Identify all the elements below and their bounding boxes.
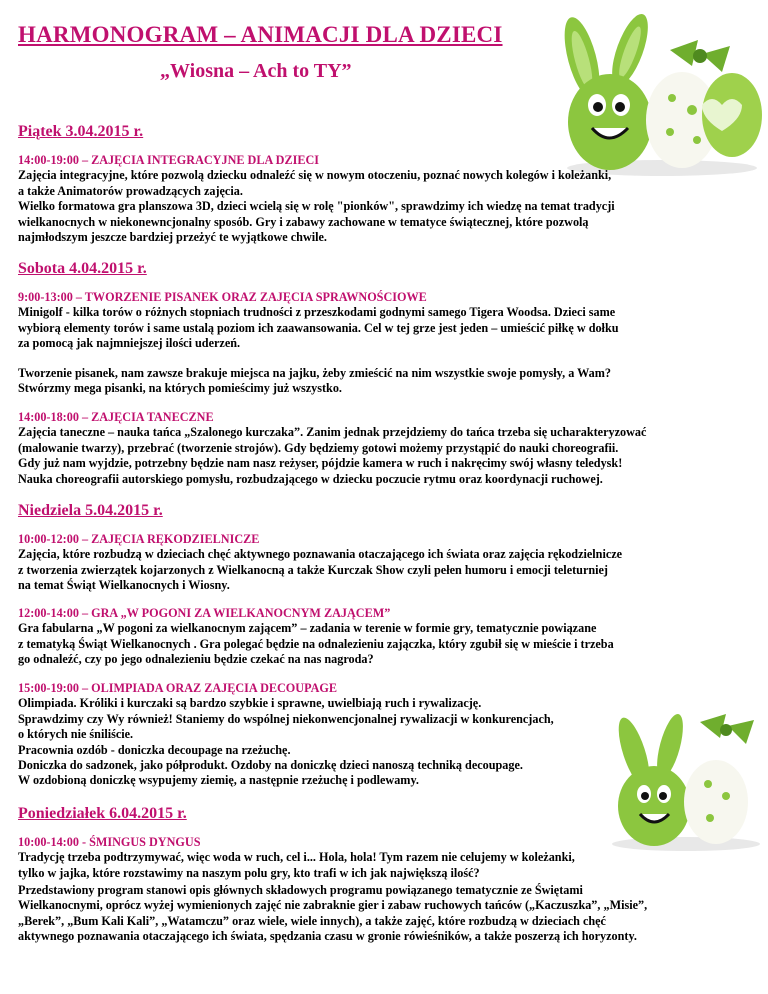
summary-line: Przedstawiony program stanowi opis głównych składowych programu powiązanego tematycznie ze Świętami: [18, 883, 583, 897]
activity-line: Zajęcia integracyjne, które pozwolą dziecku odnaleźć się w nowym otoczeniu, poznać nowych kolegów i koleżanki,: [18, 168, 612, 183]
activity-time: 12:00-14:00 – GRA „W POGONI ZA WIELKANOCNYM ZAJĄCEM”: [18, 606, 391, 620]
activity-line: Sprawdzimy czy Wy również! Staniemy do wspólnej niekonwencjonalnej rywalizacji w konkurencjach,: [18, 711, 554, 726]
page-subtitle: „Wiosna – Ach to TY”: [160, 60, 352, 82]
activity-block: [18, 366, 758, 397]
day-heading: Sobota 4.04.2015 r.: [18, 260, 147, 277]
activity-line: Gra fabularna „W pogoni za wielkanocnym zającem” – zadania w terenie w formie gry, tematycznie powiązane: [18, 621, 597, 636]
activity-line: a także Animatorów prowadzących zajęcia.: [18, 183, 243, 198]
activity-block: [18, 606, 758, 668]
day-heading: Poniedziałek 6.04.2015 r.: [18, 805, 187, 822]
activity-line: Pracownia ozdób - doniczka decoupage na rzeżuchę.: [18, 742, 291, 757]
activity-block: [18, 681, 758, 789]
activity-block: [18, 532, 758, 594]
activity-block: [18, 410, 758, 487]
activity-line: wybiorą elementy torów i same ustalą poziom ich zaawansowania. Cel w tej grze jest jeden – umieścić piłkę w dołku: [18, 320, 619, 335]
activity-block: [18, 153, 758, 245]
activity-time: 14:00-18:00 – ZAJĘCIA TANECZNE: [18, 410, 214, 424]
activity-line: Doniczka do sadzonek, jako półprodukt. Ozdoby na doniczkę dzieci nanoszą techniką decoupage.: [18, 758, 523, 773]
activity-line: W ozdobioną doniczkę wsypujemy ziemię, a następnie rzeżuchę i podlewamy.: [18, 773, 419, 788]
activity-line: Stwórzmy mega pisanki, na których pomieścimy już wszystko.: [18, 381, 342, 396]
activity-line: za pomocą jak najmniejszej ilości uderzeń.: [18, 336, 241, 351]
activity-line: o których nie śniliście.: [18, 727, 134, 742]
activity-line: Nauka choreografii autorskiego pomysłu, rozbudzającego w dziecku poczucie rytmu oraz koordynacji ruchowej.: [18, 471, 603, 486]
activity-line: go odnaleźć, czy po jego odnalezieniu będzie czekać na nas nagroda?: [18, 652, 374, 667]
activity-line: z tworzenia zwierzątek kojarzonych z Wielkanocną a także Kurczak Show czyli pełen humoru i emocji teleturniej: [18, 562, 608, 577]
activity-line: Zajęcia taneczne – nauka tańca „Szalonego kurczaka”. Zanim jednak przejdziemy do tańca trzeba się ucharakteryzować: [18, 425, 647, 440]
activity-line: Olimpiada. Króliki i kurczaki są bardzo szybkie i sprawne, uwielbiają ruch i rywalizację.: [18, 696, 482, 711]
activity-block: [18, 835, 758, 881]
activity-line: Zajęcia, które rozbudzą w dzieciach chęć aktywnego poznawania otaczającego ich świata oraz zajęcia rękodzielnicze: [18, 547, 623, 562]
activity-line: tylko w jajka, które rozstawimy na naszym polu gry, kto trafi w ich jak największą ilość?: [18, 865, 480, 880]
program-summary: [18, 883, 758, 945]
day-heading: Piątek 3.04.2015 r.: [18, 123, 144, 140]
activity-time: 10:00-12:00 – ZAJĘCIA RĘKODZIELNICZE: [18, 532, 260, 546]
activity-time: 10:00-14:00 - ŚMINGUS DYNGUS: [18, 835, 201, 849]
summary-line: aktywnego poznawania otaczającego ich świata, spędzania czasu w gronie rówieśników, a także poszerzą ich horyzonty.: [18, 929, 637, 944]
activity-line: wielkanocnych w niekonewncjonalny sposób. Gry i zabawy zachowane w tematyce świątecznej, które pozwolą: [18, 214, 589, 229]
activity-line: najmłodszym jeszcze bardziej przeżyć te wyjątkowe chwile.: [18, 230, 327, 245]
activity-line: Minigolf - kilka torów o różnych stopniach trudności z przeszkodami godnymi samego Tigera Woodsa. Dzieci same: [18, 305, 616, 320]
activity-time: 9:00-13:00 – TWORZENIE PISANEK ORAZ ZAJĘCIA SPRAWNOŚCIOWE: [18, 290, 427, 304]
activity-line: (malowanie twarzy), przebrać (tworzenie strojów). Gdy będziemy gotowi możemy przystąpić do nauki choreografii.: [18, 440, 619, 455]
summary-line: „Berek”, „Bum Kali Kali”, „Watamczu” oraz wiele, wiele innych), a także zajęć, które rozbudzą w dzieciach chęć: [18, 913, 606, 928]
activity-line: Tradycję trzeba podtrzymywać, więc woda w ruch, cel i... Hola, hola! Tym razem nie celujemy w koleżanki,: [18, 850, 575, 865]
activity-line: Wielko formatowa gra planszowa 3D, dzieci wcielą się w rolę "pionków", sprawdzimy ich wiedzę na temat tradycji: [18, 199, 615, 214]
activity-line: Gdy już nam wyjdzie, potrzebny będzie nam nasz reżyser, pójdzie kamera w ruch i nakręcimy swój własny teledysk!: [18, 456, 623, 471]
activity-line: z tematyką Świąt Wielkanocnych . Gra polegać będzie na odnalezieniu zajączka, który zgubił się w mieście i trzeba: [18, 636, 614, 651]
activity-block: [18, 290, 758, 352]
activity-line: na temat Świąt Wielkanocnych i Wiosny.: [18, 578, 230, 593]
activity-line: Tworzenie pisanek, nam zawsze brakuje miejsca na jajku, żeby zmieścić na nim wszystkie swoje pomysły, a Wam?: [18, 366, 611, 380]
page-title: HARMONOGRAM – ANIMACJI DLA DZIECI: [18, 22, 503, 47]
activity-time: 15:00-19:00 – OLIMPIADA ORAZ ZAJĘCIA DECOUPAGE: [18, 681, 338, 695]
summary-line: Wielkanocnymi, oprócz wyżej wymienionych zajęć nie zabraknie gier i zabaw ruchowych tańców („Kaczuszka”, „Misie”,: [18, 898, 648, 913]
activity-time: 14:00-19:00 – ZAJĘCIA INTEGRACYJNE DLA DZIECI: [18, 153, 319, 167]
day-heading: Niedziela 5.04.2015 r.: [18, 502, 163, 519]
